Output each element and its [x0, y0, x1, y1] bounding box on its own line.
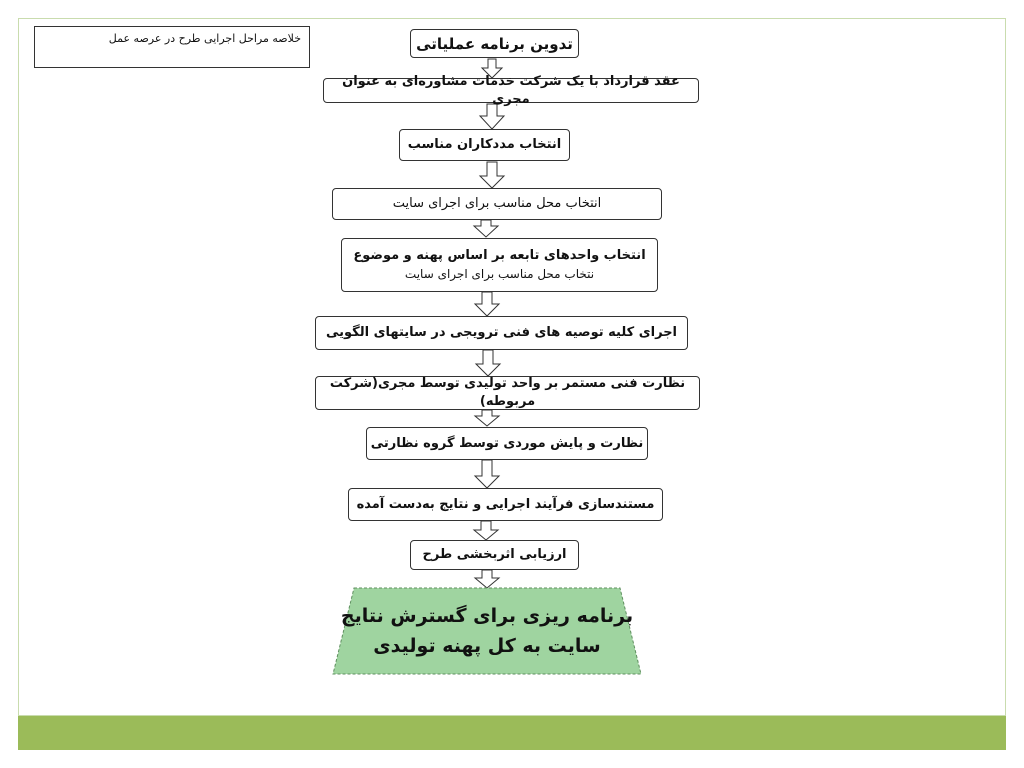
arrow-3	[480, 162, 504, 188]
step-select-units	[341, 238, 658, 292]
step-label: نظارت و پایش موردی توسط گروه نظارتی	[370, 435, 644, 451]
step-label: انتخاب واحدهای تابعه بر اساس پهنه و موضوع	[353, 248, 646, 263]
arrow-9	[474, 521, 498, 540]
step-label: عقد قرارداد با یک شرکت خدمات مشاوره‌ای به عنوان مجری	[342, 73, 680, 107]
step-label: نظارت فنی مستمر بر واحد تولیدی توسط مجری(شرکت مربوطه)	[329, 376, 686, 409]
step-apply-recommendations	[315, 316, 688, 350]
step-label: انتخاب مددکاران مناسب	[407, 137, 562, 152]
step-label: تدوین برنامه عملیاتی	[416, 34, 573, 53]
step-select-location	[332, 188, 662, 220]
step-sublabel: نتخاب محل مناسب برای اجرای سایت	[404, 267, 595, 281]
step-label: ارزیابی اثربخشی طرح	[422, 547, 567, 562]
step-evaluation	[410, 540, 579, 570]
arrow-6	[476, 350, 500, 376]
step-select-assistants	[399, 129, 570, 161]
arrow-7	[475, 410, 499, 426]
step-monitoring	[366, 427, 648, 460]
final-step	[332, 587, 642, 675]
step-contract	[323, 73, 699, 107]
final-step-line1: برنامه ریزی برای گسترش نتایج	[340, 605, 634, 627]
step-label: اجرای کلیه توصیه های فنی ترویجی در سایتهای الگویی	[325, 325, 678, 340]
arrow-5	[475, 292, 499, 316]
arrow-8	[475, 460, 499, 488]
arrow-10	[475, 570, 499, 588]
final-step-line2: سایت به کل پهنه تولیدی	[373, 635, 601, 657]
step-technical-supervision	[315, 376, 700, 410]
step-operational-plan	[410, 29, 579, 58]
step-label: انتخاب محل مناسب برای اجرای سایت	[392, 196, 602, 211]
arrow-4	[474, 220, 498, 237]
summary-label: خلاصه مراحل اجرایی طرح در عرصه عمل	[108, 32, 301, 45]
step-documentation	[348, 488, 663, 521]
step-label: مستندسازی فرآیند اجرایی و نتایج به‌دست آمده	[356, 496, 655, 512]
